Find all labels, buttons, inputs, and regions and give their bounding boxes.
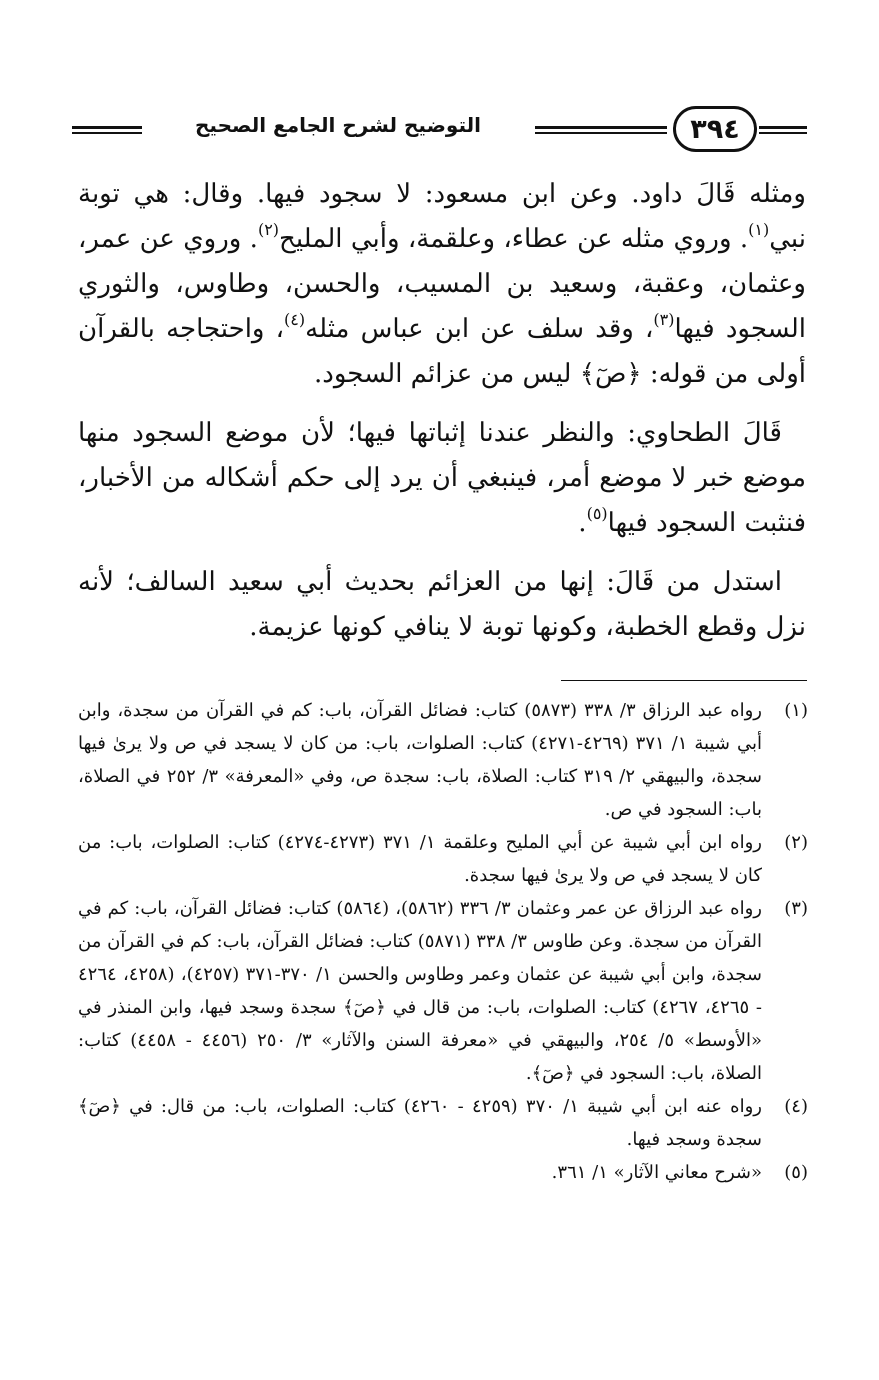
text-run: . (578, 508, 587, 538)
text-run: قَالَ الطحاوي: والنظر عندنا إثباتها فيها؛ لأن موضع السجود منها موضع خبر لا موضع أمر، فينبغي أن يرد إلى حكم أشكاله من الأخبار، فنثبت السجود فيها (78, 418, 806, 538)
footnote-text: رواه عبد الرزاق ٣/ ٣٣٨ (٥٨٧٣) كتاب: فضائل القرآن، باب: كم في القرآن من سجدة، وابن أبي شيبة ١/ ٣٧١ (٤٢٦٩-٤٢٧١) كتاب: الصلوات، باب: من كان لا يسجد في ص ولا يرىٰ فيها سجدة، والبيهقي ٢/ ٣١٩ كتاب: الصلاة، باب: سجدة ص، وفي «المعرفة» ٣/ ٢٥٢ في الصلاة، باب: السجود في ص. (78, 700, 762, 820)
footnote-ref[interactable]: (٢) (257, 220, 280, 240)
footnote-number: (١) (784, 700, 808, 721)
footnote-ref[interactable]: (٣) (653, 310, 675, 330)
page-number-badge (673, 106, 757, 152)
text-run: ، وقد سلف عن ابن عباس مثله (305, 314, 654, 344)
footnote-item (78, 1090, 808, 1156)
text-run: . وروي عن عمر، وعثمان، وعقبة، وسعيد بن المسيب، والحسن، وطاوس، والثوري السجود فيها (78, 224, 806, 344)
header-rule-left (72, 126, 142, 134)
footnote-ref[interactable]: (١) (748, 220, 770, 240)
footnote-number: (٣) (784, 898, 808, 919)
text-run: استدل من قَالَ: إنها من العزائم بحديث أبي سعيد السالف؛ لأنه نزل وقطع الخطبة، وكونها توبة لا ينافي كونها عزيمة. (78, 567, 806, 642)
header-rule-right (759, 126, 807, 134)
footnote-text: رواه عبد الرزاق عن عمر وعثمان ٣/ ٣٣٦ (٥٨٦٢)، (٥٨٦٤) كتاب: فضائل القرآن، باب: كم في القرآن من سجدة. وعن طاوس ٣/ ٣٣٨ (٥٨٧١) كتاب: فضائل القرآن، باب: كم في القرآن من سجدة، وابن أبي شيبة عن عثمان وعمر وطاوس والحسن ١/ ٣٧٠-٣٧١ (٤٢٥٧)، (٤٢٥٨، ٤٢٦٤ - ٤٢٦٥، ٤٢٦٧) كتاب: الصلوات، باب: من قال في ﴿صٓ﴾ سجدة وسجد فيها، وابن المنذر في «الأوسط» ٥/ ٢٥٤، والبيهقي في «معرفة السنن والآثار» ٣/ ٢٥٠ (٤٤٥٦ - ٤٤٥٨) كتاب: الصلاة، باب: السجود في ﴿صٓ﴾. (78, 898, 763, 1084)
paragraph (78, 560, 806, 650)
footnote-item (78, 694, 808, 826)
paragraph (78, 172, 806, 397)
footnote-text: «شرح معاني الآثار» ١/ ٣٦١. (551, 1162, 762, 1183)
header-rule-middle (535, 126, 667, 134)
footnote-divider (561, 680, 807, 681)
footnote-item (78, 826, 808, 892)
footnotes (78, 694, 808, 1189)
text-run: ، واحتجاجه بالقرآن أولى من قوله: ﴿صٓ﴾ ليس من عزائم السجود. (78, 314, 806, 389)
paragraph (78, 411, 806, 546)
footnote-text: رواه عنه ابن أبي شيبة ١/ ٣٧٠ (٤٢٥٩ - ٤٢٦٠) كتاب: الصلوات، باب: من قال: في ﴿صٓ﴾ سجدة وسجد فيها. (78, 1096, 762, 1150)
text-run: ومثله قَالَ داود. وعن ابن مسعود: لا سجود فيها. وقال: هي توبة نبي (78, 179, 806, 254)
footnote-text: رواه ابن أبي شيبة عن أبي المليح وعلقمة ١/ ٣٧١ (٤٢٧٣-٤٢٧٤) كتاب: الصلوات، باب: من كان لا يسجد في ص ولا يرىٰ فيها سجدة. (78, 832, 762, 886)
footnote-ref[interactable]: (٥) (586, 504, 608, 524)
footnote-number: (٥) (784, 1162, 808, 1183)
page-number: ٣٩٤ (690, 113, 740, 145)
footnote-item (78, 1156, 808, 1189)
main-text (78, 172, 806, 664)
text-run: . وروي مثله عن عطاء، وعلقمة، وأبي المليح (279, 224, 749, 254)
running-title: التوضيح لشرح الجامع الصحيح (195, 113, 481, 137)
footnote-number: (٤) (784, 1096, 808, 1117)
page-header (72, 106, 807, 156)
footnote-number: (٢) (784, 832, 808, 853)
footnote-ref[interactable]: (٤) (284, 310, 306, 330)
footnote-item (78, 892, 808, 1090)
